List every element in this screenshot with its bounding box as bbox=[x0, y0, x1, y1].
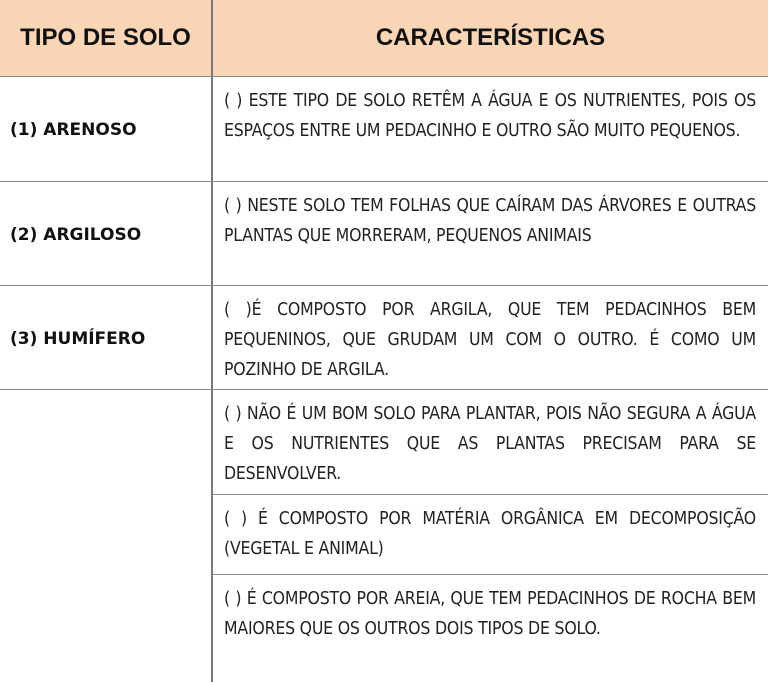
soil-type-argiloso: (2) ARGILOSO bbox=[10, 225, 142, 245]
characteristic-4: ( ) NÃO É UM BOM SOLO PARA PLANTAR, POIS NÃO SEGURA A ÁGUA E OS NUTRIENTES QUE AS PLANTAS PRECISAM PARA SE DESENVOLVER. bbox=[224, 404, 756, 484]
row-divider bbox=[213, 494, 768, 495]
column-divider bbox=[211, 0, 213, 682]
characteristic-5: ( ) É COMPOSTO POR MATÉRIA ORGÂNICA EM DECOMPOSIÇÃO (VEGETAL E ANIMAL) bbox=[224, 509, 756, 559]
row-divider bbox=[0, 76, 768, 77]
soil-type-arenoso: (1) ARENOSO bbox=[10, 120, 137, 140]
soil-type-humifero: (3) HUMÍFERO bbox=[10, 329, 146, 349]
row-divider bbox=[0, 389, 768, 390]
row-divider bbox=[0, 181, 768, 182]
characteristic-6: ( ) É COMPOSTO POR AREIA, QUE TEM PEDACINHOS DE ROCHA BEM MAIORES QUE OS OUTROS DOIS TIPOS DE SOLO. bbox=[224, 589, 756, 639]
characteristic-1: ( ) ESTE TIPO DE SOLO RETÊM A ÁGUA E OS NUTRIENTES, POIS OS ESPAÇOS ENTRE UM PEDACINHO E OUTRO SÃO MUITO PEQUENOS. bbox=[224, 91, 756, 141]
header-soil-type: TIPO DE SOLO bbox=[0, 0, 211, 76]
row-divider bbox=[213, 574, 768, 575]
characteristic-3: ( )É COMPOSTO POR ARGILA, QUE TEM PEDACINHOS BEM PEQUENINOS, QUE GRUDAM UM COM O OUTRO. É COMO UM POZINHO DE ARGILA. bbox=[224, 300, 756, 380]
header-characteristics: CARACTERÍSTICAS bbox=[213, 0, 768, 76]
row-divider bbox=[0, 285, 768, 286]
characteristic-2: ( ) NESTE SOLO TEM FOLHAS QUE CAÍRAM DAS ÁRVORES E OUTRAS PLANTAS QUE MORRERAM, PEQUENOS ANIMAIS bbox=[224, 196, 756, 246]
